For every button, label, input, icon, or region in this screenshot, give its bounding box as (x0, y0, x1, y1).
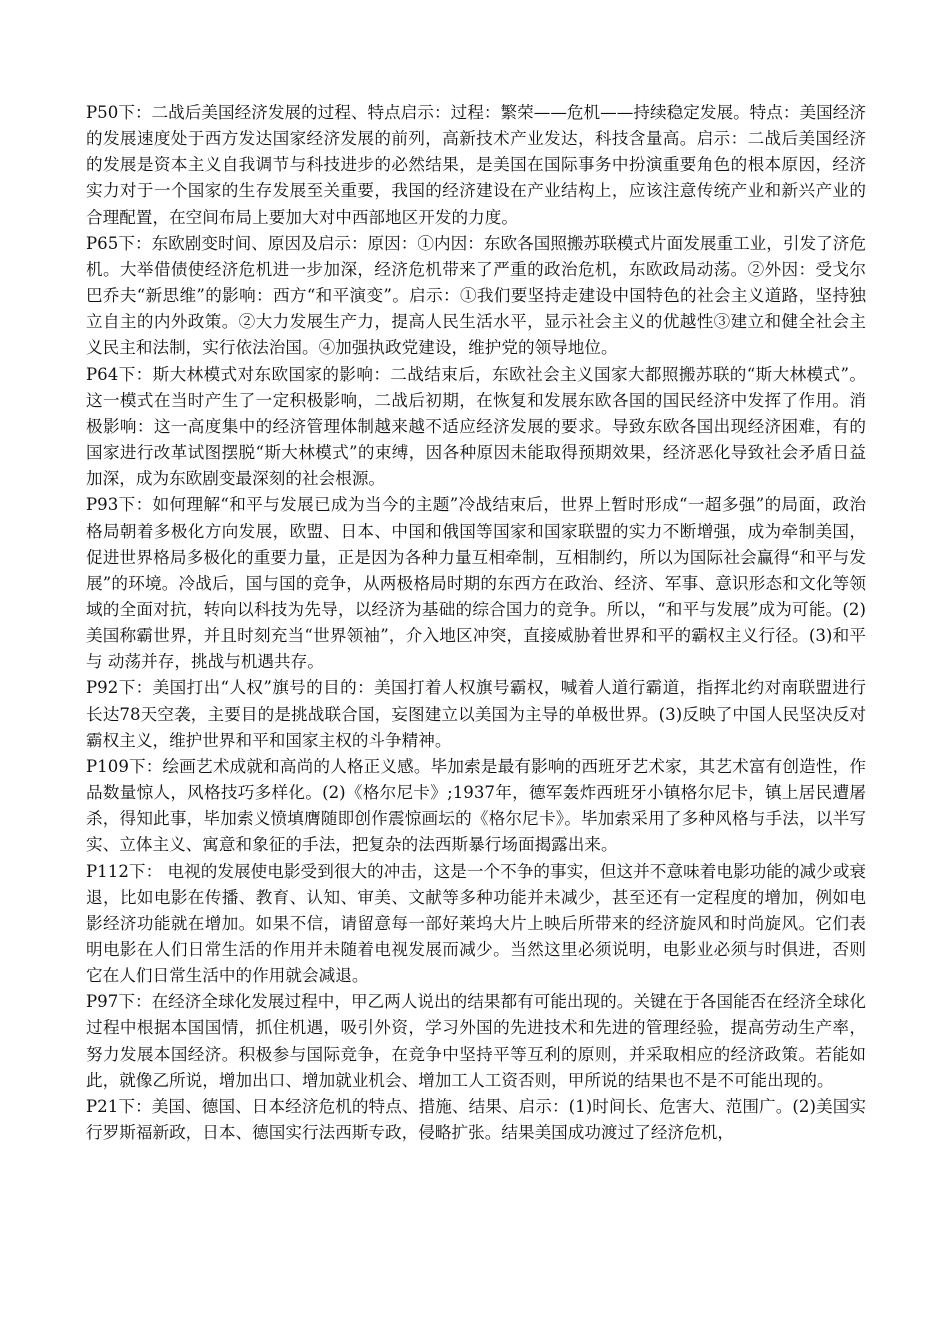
document-body (86, 100, 866, 1146)
paragraph-p65: P65下：东欧剧变时间、原因及启示：原因：①内因：东欧各国照搬苏联模式片面发展重工业，引发了济危机。大举借债使经济危机进一步加深，经济危机带来了严重的政治危机，东欧政局动荡。②外因：受戈尔巴乔夫“新思维”的影响：西方“和平演变”。启示：①我们要坚持走建设中国特色的社会主义道路，坚持独立自主的内外政策。②大力发展生产力，提高人民生活水平，显示社会主义的优越性③建立和健全社会主义民主和法制，实行依法治国。④加强执政党建设，维护党的领导地位。 (86, 233, 866, 358)
paragraph-p64: P64下：斯大林模式对东欧国家的影响：二战结束后，东欧社会主义国家大都照搬苏联的“斯大林模式”。这一模式在当时产生了一定积极影响，二战后初期，在恢复和发展东欧各国的国民经济中发挥了作用。消极影响：这一高度集中的经济管理体制越来越不适应经济发展的要求。导致东欧各国出现经济困难，有的国家进行改革试图摆脱“斯大林模式”的束缚，因各种原因未能取得预期效果，经济恶化导致社会矛盾日益加深，成为东欧剧变最深刻的社会根源。 (86, 364, 866, 489)
paragraph-p93: P93下：如何理解“和平与发展已成为当今的主题”冷战结束后，世界上暂时形成“一超多强”的局面，政治格局朝着多极化方向发展，欧盟、日本、中国和俄国等国家和国家联盟的实力不断增强，成为牵制美国，促进世界格局多极化的重要力量，正是因为各种力量互相牵制，互相制约，所以为国际社会赢得“和平与发展”的环境。冷战后，国与国的竞争，从两极格局时期的东西方在政治、经济、军事、意识形态和文化等领域的全面对抗，转向以科技为先导，以经济为基础的综合国力的竞争。所以，“和平与发展”成为可能。(2)美国称霸世界，并且时刻充当“世界领袖”，介入地区冲突，直接威胁着世界和平的霸权主义行径。(3)和平与 动荡并存，挑战与机遇共存。 (86, 495, 866, 672)
paragraph-p109: P109下：绘画艺术成就和高尚的人格正义感。毕加索是最有影响的西班牙艺术家，其艺术富有创造性，作品数量惊人，风格技巧多样化。(2)《格尔尼卡》;1937年，德军轰炸西班牙小镇格尔尼卡，镇上居民遭屠杀，得知此事，毕加索义愤填膺随即创作震惊画坛的《格尔尼卡》。毕加索采用了多种风格与手法，以半写实、立体主义、寓意和象征的手法，把复杂的法西斯暴行场面揭露出来。 (86, 756, 866, 855)
paragraph-p21: P21下：美国、德国、日本经济危机的特点、措施、结果、启示：(1)时间长、危害大、范围广。(2)美国实行罗斯福新政，日本、德国实行法西斯专政，侵略扩张。结果美国成功渡过了经济危机， (86, 1096, 866, 1143)
paragraph-p112: P112下： 电视的发展使电影受到很大的冲击，这是一个不争的事实，但这并不意味着电影功能的减少或衰退，比如电影在传播、教育、认知、审美、文献等多种功能并未减少，甚至还有一定程度的增加，例如电影经济功能就在增加。如果不信，请留意每一部好莱坞大片上映后所带来的经济旋风和时尚旋风。它们表明电影在人们日常生活的作用并未随着电视发展而减少。当然这里必须说明，电影业必须与时俱进，否则它在人们日常生活中的作用就会减退。 (86, 861, 866, 986)
paragraph-p97: P97下：在经济全球化发展过程中，甲乙两人说出的结果都有可能出现的。关键在于各国能否在经济全球化过程中根据本国国情，抓住机遇，吸引外资，学习外国的先进技术和先进的管理经验，提高劳动生产率，努力发展本国经济。积极参与国际竞争，在竞争中坚持平等互利的原则，并采取相应的经济政策。若能如此，就像乙所说，增加出口、增加就业机会、增加工人工资否则，甲所说的结果也不是不可能出现的。 (86, 992, 866, 1090)
paragraph-p50: P50下：二战后美国经济发展的过程、特点启示：过程：繁荣——危机——持续稳定发展。特点：美国经济的发展速度处于西方发达国家经济发展的前列，高新技术产业发达，科技含量高。启示：二战后美国经济的发展是资本主义自我调节与科技进步的必然结果，是美国在国际事务中扮演重要角色的根本原因，经济实力对于一个国家的生存发展至关重要，我国的经济建设在产业结构上，应该注意传统产业和新兴产业的合理配置，在空间布局上要加大对中西部地区开发的力度。 (86, 103, 866, 227)
paragraph-p92: P92下：美国打出“人权”旗号的目的：美国打着人权旗号霸权，喊着人道行霸道，指挥北约对南联盟进行长达78天空袭，主要目的是挑战联合国，妄图建立以美国为主导的单极世界。(3)反映了中国人民坚决反对霸权主义，维护世界和平和国家主权的斗争精神。 (86, 678, 866, 750)
